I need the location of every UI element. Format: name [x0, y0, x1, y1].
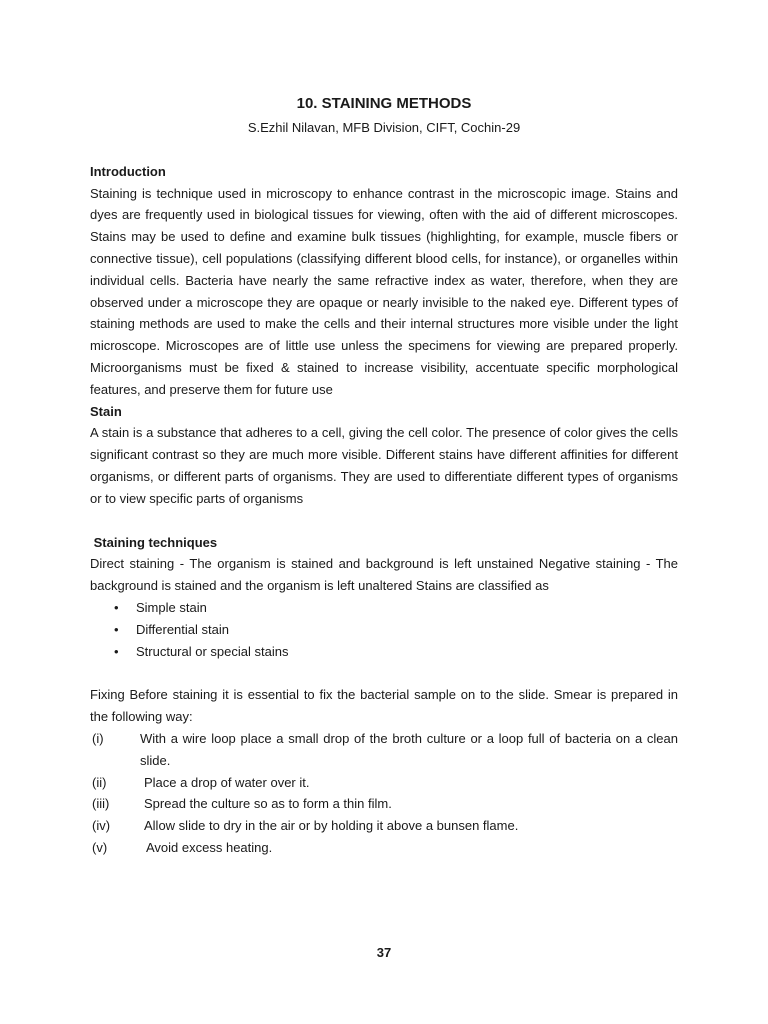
stain-paragraph: A stain is a substance that adheres to a cell, giving the cell color. The presence of color gives the cells significant contrast so they are much more visible. Different stains have different affinities for different organisms, or different parts of organisms. They are used to differentiate different types of organisms or to view specific parts of organisms: [90, 425, 678, 506]
step-number: (ii): [92, 774, 107, 790]
step-text: Avoid excess heating.: [146, 839, 273, 855]
step-number: (iv): [92, 818, 111, 834]
smear-steps-list: [90, 728, 678, 859]
list-item: [90, 815, 678, 837]
list-item: [90, 837, 678, 859]
techniques-paragraph: Direct staining - The organism is stained and background is left unstained Negative staining - The background is stained and the organism is left unaltered Stains are classified as: [90, 556, 678, 594]
step-number: (v): [92, 839, 108, 855]
techniques-heading: Staining techniques: [90, 534, 218, 550]
list-item: [90, 619, 678, 641]
page-number: 37: [376, 945, 392, 960]
list-item: [90, 597, 678, 619]
fixing-paragraph: Fixing Before staining it is essential to fix the bacterial sample on to the slide. Smear is prepared in the following way:: [90, 687, 678, 725]
list-item: [90, 793, 678, 815]
page-title: 10. STAINING METHODS: [296, 95, 472, 112]
introduction-paragraph: Staining is technique used in microscopy to enhance contrast in the microscopic image. Stains and dyes are frequently used in biological tissues for viewing, often with the aid of different microscopes. Stains may be used to define and examine bulk tissues (highlighting, for example, muscle fibers or connective tissue), cell populations (classifying different blood cells, for instance), or organelles within individual cells. Bacteria have nearly the same refractive index as water, therefore, when they are observed under a microscope they are opaque or nearly invisible to the naked eye. Different types of staining methods are used to make the cells and their internal structures more visible under the light microscope. Microscopes are of little use unless the specimens for viewing are prepared properly. Microorganisms must be fixed & stained to increase visibility, accentuate specific morphological features, and preserve them for future use: [90, 185, 678, 397]
stain-types-list: [90, 597, 678, 662]
bullet-icon: •: [114, 599, 119, 615]
list-item: [90, 772, 678, 794]
step-number: (i): [92, 730, 104, 746]
bullet-icon: •: [114, 621, 119, 637]
list-item-label: Structural or special stains: [136, 643, 289, 659]
list-item-label: Differential stain: [136, 621, 229, 637]
bullet-icon: •: [114, 643, 119, 659]
step-text: Allow slide to dry in the air or by holding it above a bunsen flame.: [144, 818, 519, 834]
step-number: (iii): [92, 796, 110, 812]
step-text: Place a drop of water over it.: [144, 774, 310, 790]
list-item: [90, 728, 678, 772]
spacer: [90, 510, 678, 532]
list-item: [90, 641, 678, 663]
list-item-label: Simple stain: [136, 599, 207, 615]
stain-heading: Stain: [90, 403, 122, 419]
spacer: [90, 662, 678, 684]
author-line: S.Ezhil Nilavan, MFB Division, CIFT, Cochin-29: [247, 120, 521, 135]
step-text: With a wire loop place a small drop of the broth culture or a loop full of bacteria on a clean slide.: [140, 730, 678, 768]
introduction-heading: Introduction: [90, 163, 166, 179]
step-text: Spread the culture so as to form a thin film.: [144, 796, 392, 812]
